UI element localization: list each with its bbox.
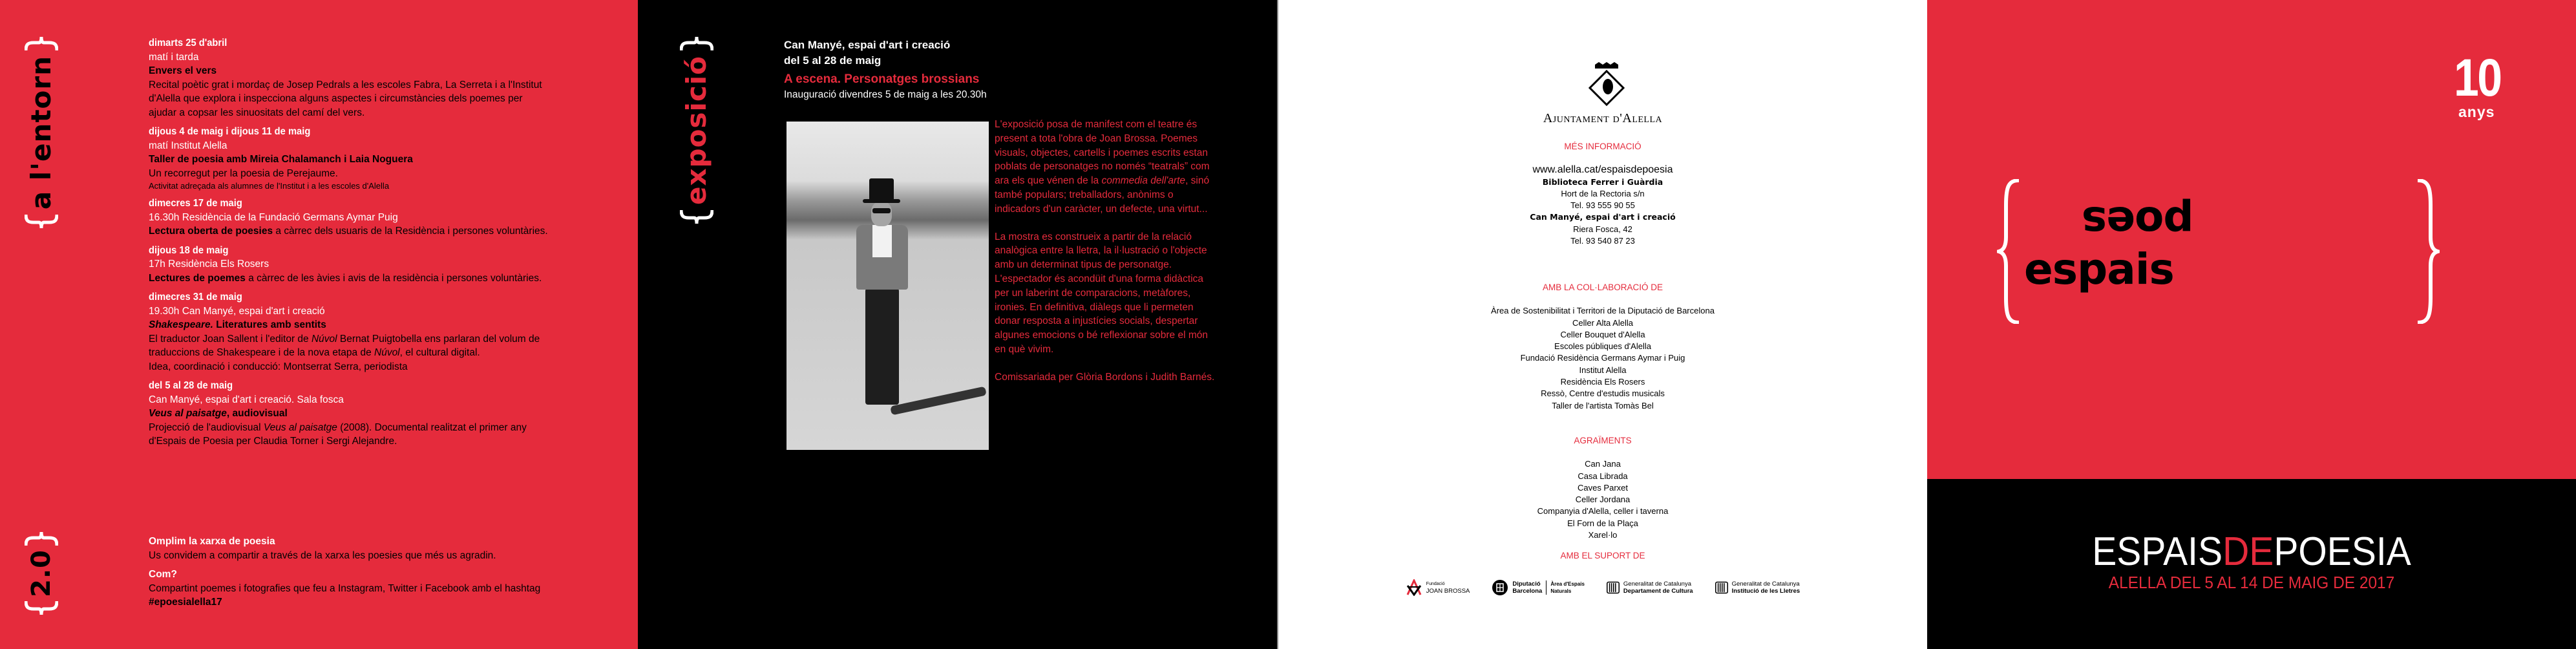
desc-part: Bernat Puigtobella ens parlaran del volum de traduccions de Shakespeare i de la nova etapa de <box>149 333 540 358</box>
sponsor-line1: Generalitat de Catalunya <box>1731 580 1800 588</box>
thanks-item: Casa Librada <box>1578 471 1628 481</box>
entorn-label <box>25 35 58 230</box>
sponsor-logo <box>1607 580 1693 595</box>
sponsor-line1: Diputació <box>1512 580 1541 588</box>
sponsor-line2: Barcelona <box>1512 588 1543 595</box>
event-item <box>149 197 549 239</box>
event-item <box>149 379 549 449</box>
event-desc: Recital poètic grat i mordaç de Josep Pedrals a les escoles Fabra, La Serreta i a l'Institut d'Alella que explora i inspecciona alguns aspectes i circumstàncies dels poemes per ajudar a copsar les sinuositats del camí del vers. <box>149 79 542 118</box>
event-desc <box>149 421 549 449</box>
events-list <box>149 36 549 454</box>
event-title <box>149 318 549 332</box>
sponsor-extra1: Àrea d'Espais <box>1550 581 1585 587</box>
collaborator-item: Celler Alta Alella <box>1572 317 1633 328</box>
event-title-italic: Veus al paisatge <box>149 408 227 419</box>
desc-part-italic: Veus al paisatge <box>263 421 337 433</box>
venue-phone: Tel. 93 540 87 23 <box>1570 236 1635 246</box>
panel-cover <box>1927 0 2576 649</box>
festival-title <box>1953 529 2550 575</box>
exhibition-paragraph <box>995 118 1218 217</box>
event-date: dijous 4 de maig i dijous 11 de maig <box>149 126 311 137</box>
exhibition-title: A escena. Personatges brossians <box>784 72 980 86</box>
event-title-rest: , audiovisual <box>226 408 288 419</box>
sponsor-line2: JOAN BROSSA <box>1426 588 1470 595</box>
event-date: dijous 18 de maig <box>149 244 229 256</box>
section-heading: MÉS INFORMACIÓ <box>1564 142 1642 151</box>
event-date: dimecres 31 de maig <box>149 292 242 303</box>
collaborator-item: Ressò, Centre d'estudis musicals <box>1541 388 1665 399</box>
exhibition-inauguration: Inauguració divendres 5 de maig a les 20.30h <box>784 89 987 100</box>
exhibition-description <box>995 118 1218 398</box>
thanks-item: Can Jana <box>1585 459 1621 469</box>
social-text-2 <box>149 582 562 610</box>
diputacio-logo-icon <box>1492 579 1508 596</box>
more-info-section <box>1278 141 1927 247</box>
event-title: Lectura oberta de poesies <box>149 226 273 237</box>
exhibition-paragraph: La mostra es construeix a partir de la relació analògica entre la lletra, la il·lustració o l'objecte amb un determinat tipus de personatge. L'espectador és acondüit d'una forma didàctica per un laberint de comparacions, metàfores, ironies. En definitiva, diàlegs que li permeten donar resposta a injustícies socials, despertar algunes emocions o bé reflexionar sobre el món en què vivim. <box>995 231 1208 355</box>
logo-word-espais: espais <box>2024 244 2174 294</box>
exhibition-curators: Comissariada per Glòria Bordons i Judith Barnés. <box>995 371 1215 383</box>
event-title: Taller de poesia amb Mireia Chalamanch i Laia Noguera <box>149 154 413 165</box>
sponsor-line1: Fundació <box>1426 582 1445 586</box>
entorn-vertical-text: a l'entorn <box>25 56 57 210</box>
hashtag: #epoesialella17 <box>149 597 222 608</box>
desc-part: (2008). Documental realitzat el primer any d'Espais de Poesia per Claudia Torner i Sergi Alejandre. <box>149 421 527 447</box>
ajuntament-name: Ajuntament d'Alella <box>1543 111 1663 125</box>
event-date: dimecres 17 de maig <box>149 198 242 209</box>
sponsor-logos <box>1278 579 1927 596</box>
title-part: ESPAIS <box>2092 529 2223 574</box>
brace-bottom-icon <box>25 600 58 617</box>
event-title-rest: Literatures amb sentits <box>213 319 326 330</box>
event-desc <box>149 332 549 360</box>
event-title: Lectures de poemes <box>149 272 246 284</box>
event-date: del 5 al 28 de maig <box>149 380 233 391</box>
thanks-item: Companyia d'Alella, celler i taverna <box>1537 506 1669 516</box>
event-title: Envers el vers <box>149 65 217 76</box>
social-text-2-body: Compartint poemes i fotografies que feu a Instagram, Twitter i Facebook amb el hashtag <box>149 582 541 594</box>
venue-name: Can Manyé, espai d'art i creació <box>1530 212 1676 222</box>
sponsor-line1: Generalitat de Catalunya <box>1623 580 1691 588</box>
event-place: 19.30h Can Manyé, espai d'art i creació <box>149 305 325 317</box>
title-part: POESIA <box>2274 529 2411 574</box>
panel-entorn <box>0 0 638 649</box>
generalitat-logo-icon <box>1607 581 1620 594</box>
event-place: Can Manyé, espai d'art i creació. Sala fosca <box>149 394 344 405</box>
brace-left-icon <box>1997 179 2022 324</box>
event-credit: Idea, coordinació i conducció: Montserrat Serra, periodista <box>149 361 408 372</box>
festival-subtitle: ALELLA DEL 5 AL 14 DE MAIG DE 2017 <box>2108 573 2395 592</box>
paragraph-part: , sinó també populars; treballadors, anònims o indicadors d'un caràcter, un defecte, una virtut... <box>995 175 1210 215</box>
brace-top-icon <box>25 530 58 547</box>
generalitat-logo-icon <box>1715 581 1728 594</box>
desc-part: , el cultural digital. <box>399 347 480 358</box>
thanks-item: El Forn de la Plaça <box>1567 518 1638 528</box>
brace-bottom-icon <box>680 209 713 226</box>
event-desc <box>149 271 549 286</box>
section-heading: AMB LA COL·LABORACIÓ DE <box>1542 282 1663 292</box>
thanks-item: Celler Jordana <box>1575 495 1631 505</box>
anniversary-word: anys <box>2458 103 2495 120</box>
event-place: matí i tarda <box>149 51 199 63</box>
sponsor-logo <box>1406 579 1470 596</box>
exhibition-header <box>784 37 950 69</box>
sponsor-extra2: Naturals <box>1550 588 1572 594</box>
anniversary-number: 10 <box>2454 48 2501 107</box>
section-heading: AGRAÏMENTS <box>1574 436 1632 445</box>
event-desc-text: a càrrec de les àvies i avis de la residència i persones voluntàries. <box>245 272 542 284</box>
thanks-section <box>1278 435 1927 562</box>
thanks-item: Xarel·lo <box>1588 530 1618 540</box>
social-heading: Omplim la xarxa de poesia <box>149 536 275 547</box>
exhibition-dates: del 5 al 28 de maig <box>784 54 882 67</box>
event-desc-text: a càrrec dels usuaris de la Residència i persones voluntàries. <box>273 226 548 237</box>
event-title <box>149 407 549 421</box>
collaborator-item: Institut Alella <box>1579 365 1627 375</box>
exhibition-venue: Can Manyé, espai d'art i creació <box>784 39 951 51</box>
desc-part-italic: Núvol <box>374 347 400 358</box>
event-item <box>149 36 549 120</box>
collaborator-item: Àrea de Sostenibilitat i Territori de la Diputació de Barcelona <box>1491 306 1715 316</box>
brace-top-icon <box>680 35 713 52</box>
venue-address: Hort de la Rectoria s/n <box>1561 188 1645 198</box>
paragraph-part-italic: commedia dell'arte <box>1101 175 1186 187</box>
sponsor-line2: Institució de les Lletres <box>1731 588 1800 595</box>
exposicio-label <box>680 35 713 226</box>
brace-right-icon <box>2415 179 2440 324</box>
fundacio-brossa-logo-icon <box>1406 579 1422 596</box>
collaborator-item: Fundació Residència Germans Aymar i Puig <box>1520 353 1685 363</box>
desc-part: Projecció de l'audiovisual <box>149 421 264 433</box>
exhibition-photo <box>787 122 989 450</box>
event-place: matí Institut Alella <box>149 140 227 151</box>
panel-exposicio <box>638 0 1278 649</box>
event-item <box>149 290 549 374</box>
paragraph-part: L'exposició posa de manifest com el teatre és present a tota l'obra de Joan Brossa. Poemes visuals, objectes, cartells i poemes escrits estan poblats de personatges no només “teatrals” com ara els que vénen de la <box>995 119 1210 187</box>
social-text: Us convidem a compartir a través de la xarxa les poesies que més us agradin. <box>149 549 496 561</box>
logo-word-poes: poes <box>2082 197 2194 247</box>
desc-part-italic: Núvol <box>311 333 337 345</box>
sponsor-logo <box>1715 580 1800 595</box>
social-heading-2: Com? <box>149 569 177 580</box>
collaborator-item: Escoles públiques d'Alella <box>1554 341 1651 352</box>
event-desc: Un recorregut per la poesia de Perejaume. <box>149 167 338 179</box>
ajuntament-crest-icon <box>1587 62 1626 107</box>
social-vertical-text: 2.0 <box>26 549 56 597</box>
title-part-highlight: DE <box>2222 529 2274 574</box>
venue-name: Biblioteca Ferrer i Guàrdia <box>1542 176 1663 187</box>
event-title-italic: Shakespeare. <box>149 319 213 330</box>
website-link[interactable]: www.alella.cat/espaisdepoesia <box>1532 164 1673 176</box>
venue-address: Riera Fosca, 42 <box>1573 224 1632 234</box>
event-desc <box>149 224 549 239</box>
brace-top-icon <box>25 35 58 52</box>
thanks-item: Caves Parxet <box>1577 482 1629 493</box>
collaborator-item: Taller de l'artista Tomàs Bel <box>1552 400 1654 410</box>
social-label <box>25 530 58 617</box>
collab-section <box>1278 282 1927 412</box>
exposicio-vertical-text: exposició <box>681 56 712 206</box>
event-place: 16.30h Residència de la Fundació Germans Aymar Puig <box>149 211 398 223</box>
venue-phone: Tel. 93 555 90 55 <box>1570 200 1635 211</box>
sponsor-logo <box>1492 579 1585 596</box>
event-note: Activitat adreçada als alumnes de l'Institut i a les escoles d'Alella <box>149 181 390 191</box>
sponsor-line2: Departament de Cultura <box>1623 588 1693 595</box>
social-section <box>149 535 562 610</box>
brace-bottom-icon <box>25 213 58 230</box>
collaborator-item: Residència Els Rosers <box>1560 377 1645 387</box>
event-item <box>149 125 549 191</box>
panel-info <box>1278 0 1927 649</box>
collaborator-item: Celler Bouquet d'Alella <box>1560 329 1645 339</box>
desc-part: El traductor Joan Sallent i l'editor de <box>149 333 311 345</box>
event-date: dimarts 25 d'abril <box>149 37 227 48</box>
event-place: 17h Residència Els Rosers <box>149 259 269 270</box>
section-heading: AMB EL SUPORT DE <box>1560 551 1645 561</box>
event-item <box>149 244 549 286</box>
